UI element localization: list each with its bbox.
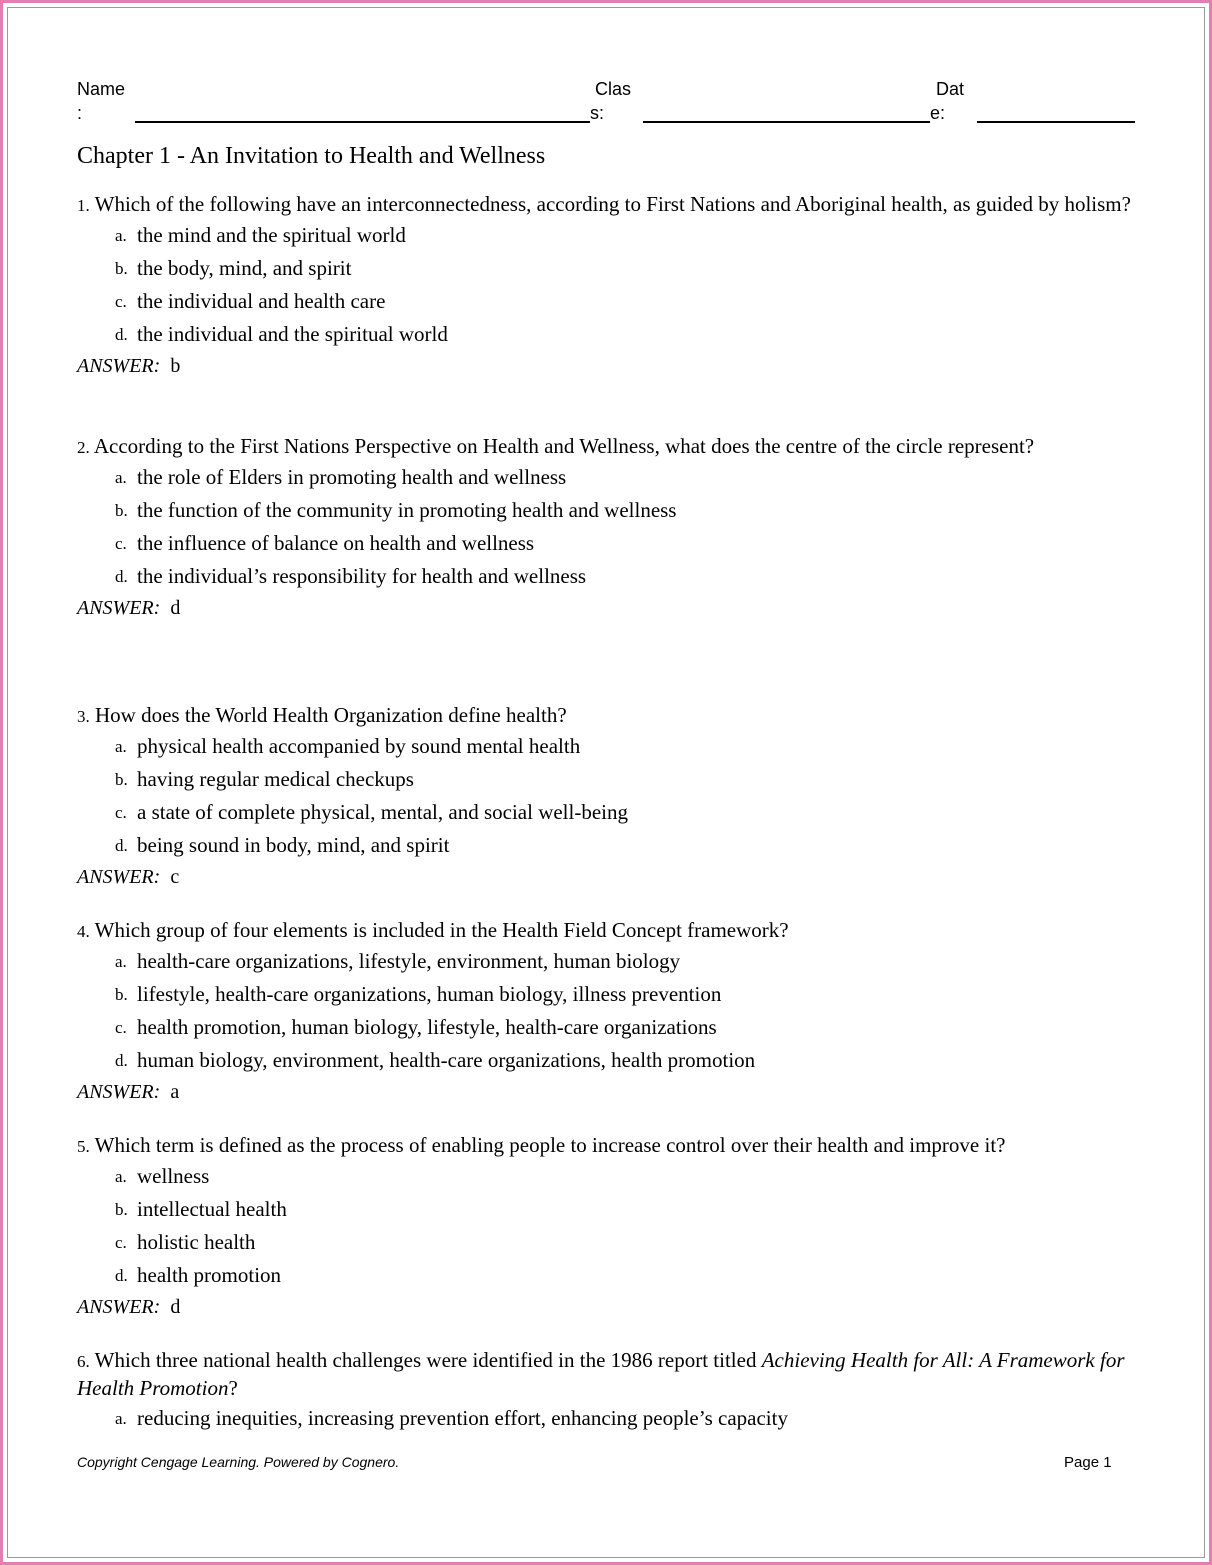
answer-line <box>77 1295 1137 1319</box>
option-b[interactable] <box>77 1196 677 1223</box>
option-list <box>77 733 1137 859</box>
question-body-end: ? <box>228 1376 238 1400</box>
option-a[interactable] <box>77 948 1117 975</box>
option-text: the mind and the spiritual world <box>137 223 406 247</box>
option-c[interactable] <box>77 288 677 315</box>
option-letter: c. <box>115 292 127 311</box>
option-c[interactable] <box>77 1014 1117 1041</box>
question-text <box>77 1132 1137 1160</box>
option-text: the function of the community in promoting health and wellness <box>137 498 677 522</box>
option-letter: c. <box>115 534 127 553</box>
option-letter: d. <box>115 325 128 344</box>
option-letter: b. <box>115 259 128 278</box>
option-a[interactable] <box>77 1405 1117 1432</box>
answer-value: d <box>170 1296 181 1318</box>
question-4 <box>77 917 1137 1104</box>
option-letter: d. <box>115 1266 128 1285</box>
question-3 <box>77 702 1137 889</box>
option-text: the influence of balance on health and wellness <box>137 531 535 555</box>
option-text: the individual and the spiritual world <box>137 322 448 346</box>
option-b[interactable] <box>77 497 677 524</box>
question-1 <box>77 191 1137 378</box>
option-letter: a. <box>115 1167 127 1186</box>
question-text <box>77 702 1137 730</box>
question-2 <box>77 433 1137 620</box>
answer-label: ANSWER: <box>77 597 161 619</box>
option-letter: b. <box>115 770 128 789</box>
option-letter: a. <box>115 1409 127 1428</box>
date-label: Dat <box>936 79 965 99</box>
question-body: Which of the following have an interconnectedness, according to First Nations and Aboriginal health, as guided by holism? <box>94 192 1131 216</box>
question-text <box>77 1347 1137 1402</box>
option-text: reducing inequities, increasing prevention effort, enhancing people’s capacity <box>137 1406 788 1430</box>
question-body: Which term is defined as the process of enabling people to increase control over their health and improve it? <box>94 1133 1006 1157</box>
option-list <box>77 1163 1137 1289</box>
option-b[interactable] <box>77 981 1117 1008</box>
option-d[interactable] <box>77 563 677 590</box>
option-text: wellness <box>137 1164 210 1188</box>
question-text <box>77 433 1137 461</box>
option-text: the role of Elders in promoting health and wellness <box>137 465 567 489</box>
question-number: 3. <box>77 707 90 726</box>
question-body: Which group of four elements is included in the Health Field Concept framework? <box>94 918 789 942</box>
option-text: having regular medical checkups <box>137 767 414 791</box>
option-a[interactable] <box>77 464 677 491</box>
report-title: Achieving Health for All: A Framework for Health Promotion <box>77 1348 1125 1400</box>
class-field-line[interactable] <box>643 121 930 123</box>
option-list <box>77 222 1137 348</box>
answer-value: b <box>170 355 181 377</box>
question-text <box>77 191 1137 219</box>
date-field-line[interactable] <box>977 121 1135 123</box>
option-text: the individual and health care <box>137 289 386 313</box>
question-body: How does the World Health Organization define health? <box>95 703 567 727</box>
question-number: 5. <box>77 1137 90 1156</box>
option-d[interactable] <box>77 832 1117 859</box>
option-d[interactable] <box>77 321 677 348</box>
question-number: 6. <box>77 1352 90 1371</box>
option-c[interactable] <box>77 530 677 557</box>
question-body: Which three national health challenges were identified in the 1986 report titled <box>94 1348 762 1372</box>
date-label-colon: e: <box>930 103 946 123</box>
option-d[interactable] <box>77 1047 1117 1074</box>
question-6 <box>77 1347 1137 1438</box>
option-text: intellectual health <box>137 1197 287 1221</box>
page-number: Page 1 <box>1064 1454 1112 1471</box>
name-field-line[interactable] <box>135 121 590 123</box>
question-text <box>77 917 1137 945</box>
class-label-colon: s: <box>590 103 605 123</box>
question-body: According to the First Nations Perspective on Health and Wellness, what does the centre of the circle represent? <box>93 434 1035 458</box>
class-label: Clas <box>595 79 632 99</box>
answer-value: d <box>170 597 181 619</box>
option-text: health promotion, human biology, lifestyle, health-care organizations <box>137 1015 717 1039</box>
page-title: Chapter 1 - An Invitation to Health and Wellness <box>77 143 546 169</box>
option-letter: b. <box>115 501 128 520</box>
answer-value: c <box>170 866 180 888</box>
option-text: a state of complete physical, mental, and social well-being <box>137 800 628 824</box>
option-d[interactable] <box>77 1262 677 1289</box>
question-5 <box>77 1132 1137 1319</box>
option-letter: c. <box>115 803 127 822</box>
question-number: 2. <box>77 438 90 457</box>
option-list <box>77 948 1137 1074</box>
option-letter: d. <box>115 567 128 586</box>
answer-line <box>77 354 1137 378</box>
option-c[interactable] <box>77 1229 677 1256</box>
option-text: holistic health <box>137 1230 256 1254</box>
answer-label: ANSWER: <box>77 355 161 377</box>
option-b[interactable] <box>77 255 677 282</box>
option-text: being sound in body, mind, and spirit <box>137 833 450 857</box>
answer-line <box>77 865 1137 889</box>
option-text: the body, mind, and spirit <box>137 256 352 280</box>
option-text: health-care organizations, lifestyle, environment, human biology <box>137 949 681 973</box>
copyright-footer: Copyright Cengage Learning. Powered by Cognero. <box>77 1454 400 1470</box>
answer-label: ANSWER: <box>77 866 161 888</box>
option-list <box>77 1405 1137 1432</box>
option-a[interactable] <box>77 733 1117 760</box>
option-text: physical health accompanied by sound mental health <box>137 734 581 758</box>
answer-label: ANSWER: <box>77 1296 161 1318</box>
option-text: human biology, environment, health-care organizations, health promotion <box>137 1048 756 1072</box>
option-letter: c. <box>115 1233 127 1252</box>
option-text: health promotion <box>137 1263 282 1287</box>
option-letter: d. <box>115 1051 128 1070</box>
option-letter: a. <box>115 226 127 245</box>
option-a[interactable] <box>77 1163 677 1190</box>
question-number: 4. <box>77 922 90 941</box>
option-letter: b. <box>115 985 128 1004</box>
option-c[interactable] <box>77 799 1117 826</box>
option-letter: a. <box>115 468 127 487</box>
option-letter: a. <box>115 737 127 756</box>
option-letter: c. <box>115 1018 127 1037</box>
answer-line <box>77 596 1137 620</box>
answer-line <box>77 1080 1137 1104</box>
answer-label: ANSWER: <box>77 1081 161 1103</box>
option-letter: d. <box>115 836 128 855</box>
option-text: lifestyle, health-care organizations, human biology, illness prevention <box>137 982 722 1006</box>
question-number: 1. <box>77 196 90 215</box>
option-b[interactable] <box>77 766 1117 793</box>
name-label: Name <box>77 79 126 99</box>
option-a[interactable] <box>77 222 677 249</box>
name-label-colon: : <box>77 103 83 123</box>
option-text: the individual’s responsibility for health and wellness <box>137 564 587 588</box>
answer-value: a <box>170 1081 180 1103</box>
option-letter: b. <box>115 1200 128 1219</box>
option-list <box>77 464 1137 590</box>
option-letter: a. <box>115 952 127 971</box>
